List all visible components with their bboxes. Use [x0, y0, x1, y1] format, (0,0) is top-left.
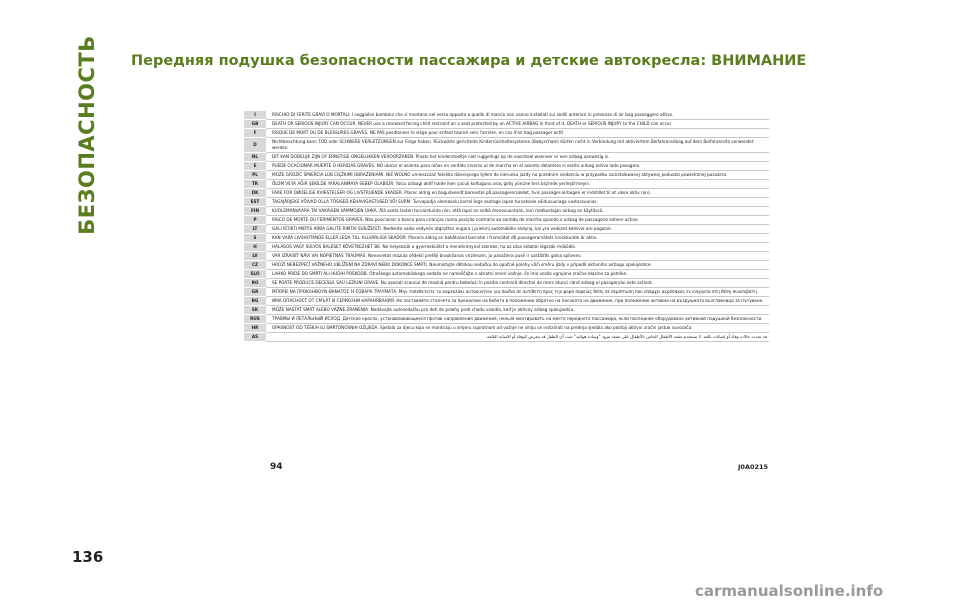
warning-text: ΜΠΟΡΕΙ ΝΑ ΠΡΟΚΛΗΘΟΥΝ ΘΑΝΑΤΟΣ Ή ΣΟΒΑΡΑ ΤΡΑΥΜΑΤΑ. Μην τοποθετείτε το καρεκλάκι αυτοκινήτου για παιδιά σε αντίθετη προς την φορά πορείας θέση σε περίπτωση που υπάρχει αερόσακος εν ενεργεία στη θέση συνεπιβάτη. [266, 288, 769, 297]
warning-row [244, 234, 769, 243]
warning-text: KAN VARA LIVSHOTANDE ELLER LEDA TILL ALLVARLIGA SKADOR. Placera aldrig en bakåtvänd barnstol i framsätet då passagerarsätets krockkudde är aktiv. [266, 234, 769, 243]
warning-row [244, 279, 769, 288]
warning-row [244, 315, 769, 324]
warning-row [244, 324, 769, 333]
warning-text: OPASNOST OD TEŠKIH ILI SMRTONOSNIH OZLJEDA. Sjedala za djecu koja se montiraju u smjeru suprotnom od vožnje ne smiju se instalirati na prednja sjedala ako postoji aktivni zračni jastuk suvozača. [266, 324, 769, 333]
language-code: RUS [244, 315, 266, 324]
figure-code: J0A0215 [738, 463, 769, 471]
language-code: SK [244, 306, 266, 315]
section-title-vertical [72, 35, 102, 235]
language-code: LV [244, 252, 266, 261]
warning-text: VAR IZRAISĪT NĀVI VAI NOPIETNAS TRAUMAS. Nenovietot mazuļa sēdekli pretēji braukšanas virzienam, ja pasažiera pusē ir uzstādīts gaisa spilvens. [266, 252, 769, 261]
warning-text: KUOLEMANVAARA TAI VAKAVIEN VAMMOJEN UHKA. Älä aseta lasten turvaistuinta niin, että lapsi on selkä menosuuntaan, kun matkustajan airbag on käytössä. [266, 207, 769, 216]
warning-row [244, 306, 769, 315]
language-code: HR [244, 324, 266, 333]
language-code: CZ [244, 261, 266, 270]
warning-row [244, 189, 769, 198]
language-code: PL [244, 171, 266, 180]
language-code: GR [244, 288, 266, 297]
language-code: D [244, 138, 266, 153]
warning-row [244, 111, 769, 120]
warning-text: Nichtbeachtung kann TOD oder SCHWERE VERLETZUNGEN zur Folge haben. Rückwärts gerichtete Kinderrückhaltesysteme (Babyschale) dürfen nicht in Verbindung mit aktiviertem Beifahrerairbag auf dem Beifahrersitz verwendet werden [266, 138, 769, 153]
language-code: TR [244, 180, 266, 189]
language-code: BG [244, 297, 266, 306]
warning-row [244, 270, 769, 279]
warning-row [244, 153, 769, 162]
warning-text: RISCO DE MORTE OU FERIMENTOS GRAVES. Não posicionar o banco para crianças numa posição contrária ao sentido de marcha quando o airbag de passageiro estiver activo. [266, 216, 769, 225]
warning-row [244, 180, 769, 189]
language-code: F [244, 129, 266, 138]
warning-row [244, 288, 769, 297]
warning-text: MOŻE GROZIĆ ŚMIERCIA LUB CIĘŻKIMI OBRAŻENIAMI. NIE WOLNO umieszczać fotelika dziecięcego tyłem do kierunku jazdy na przednim siedzeniu w przypadku zainstalowanej aktywnej poduszki powietrznej pasażera. [266, 171, 769, 180]
warning-row [244, 216, 769, 225]
warning-row [244, 243, 769, 252]
warning-row [244, 171, 769, 180]
figure-number: 94 [270, 462, 283, 472]
warning-text: ИМА ОПАСНОСТ ОТ СМЪРТ И СЕРИОЗНИ НАРАНЯВАНИЯ. Не поставяйте столчето за пренасяне на бебета в положение обратно на посоката на движение, при положение активно на въздушната възглавница за пътуване. [266, 297, 769, 306]
warning-row [244, 297, 769, 306]
warning-text: ТРАВМЫ И ЛЕТАЛЬНЫЙ ИСХОД. Детское кресло, устанавливающееся против направления движения, нельзя монтировать на месте переднего пассажира, если последнее оборудовано активной подушкой безопасности. [266, 315, 769, 324]
warning-text: PUEDE OCACIONAR MUERTE O HERIDAS GRAVES. NO ubicar el asiento para niños en sentido inverso al de marcha en el asiento delantero si existe airbag activo lado pasagero. [266, 162, 769, 171]
warning-row [244, 162, 769, 171]
language-code: EST [244, 198, 266, 207]
language-code: DK [244, 189, 266, 198]
warning-text: ÖLÜM VEYA AĞIR ŞEKİLDE YARALANMAYA SEBEP OLABİLİR. Yolcu airbagi aktif halde iken çocuk koltuğunu araç gidiş yönüne ters biçimde yerleştirmeyin. [266, 180, 769, 189]
warning-row [244, 207, 769, 216]
warning-row [244, 129, 769, 138]
section-title-text: БЕЗОПАСНОСТЬ [75, 35, 99, 235]
language-code: GB [244, 120, 266, 129]
warning-row [244, 261, 769, 270]
warning-row [244, 225, 769, 234]
warning-row [244, 333, 769, 342]
language-code: NL [244, 153, 266, 162]
language-code: RO [244, 279, 266, 288]
warning-text: HALÁSOS VAGY SÚLYOS BALESET KÖVETKEZHET BE. Ne helyezzük a gyermekülést a menetiránynal szembe, ha az utas oldalán légzsák működik. [266, 243, 769, 252]
warning-text: DIT KAN DODELIJK ZIJN OF ERNSTIGE ONGELUKKEN VEROORZAKEN. Plaats het kinderstoeltje niet ruggelings op de voorstoel wanneer er een airbag aanwezig is. [266, 153, 769, 162]
language-code: P [244, 216, 266, 225]
language-code: H [244, 243, 266, 252]
language-code: FIN [244, 207, 266, 216]
warning-text: HROZÍ NEBEZPEČÍ VÁŽNÉHO UBLÍŽENÍ NA ZDRAVÍ NEBO DOKONCE SMRTI. Neumisťujte dětskou sedačku do opačné polohy vůči směru jízdy v případě aktivního airbagu spolujezdce. [266, 261, 769, 270]
language-code: S [244, 234, 266, 243]
page-number: 136 [72, 548, 104, 566]
page-heading: Передняя подушка безопасности пассажира и детские автокресла: ВНИМАНИЕ [131, 53, 807, 69]
warning-row [244, 138, 769, 153]
language-code: I [244, 111, 266, 120]
language-code: LT [244, 225, 266, 234]
airbag-warning-table [244, 111, 769, 342]
watermark: carmanualsonline.info [695, 582, 884, 600]
warning-text: LAHKO PRIDE DO SMRTI ALI HUDIH POŠKODB. Otroškega avtomobilskega sedeža ne nameščajte v obratni smeri vožnje, če ima vozilo vgrajene zračne blazine za potnike. [266, 270, 769, 279]
warning-text: TAGAJÄRJEKS VÕIVAD OLLA TÕSISED KEHAVIGASTUSED VÕI SURM. Turvapadja olemasolu korral ärge asetage lapse turvatoole sõidusuunaga vastassuunas. [266, 198, 769, 207]
warning-text: قد تحدث حالات وفاة أو إصابات بالغة. لا تستخدم مقعد الأطفال الخاص بالأطفال على مقعد مزود "وسادة هوائية" حيث أن الطفل قد يتعرض للوفاة أو الإصابة البالغة. [266, 333, 769, 342]
warning-text: MÔŽE NASTAŤ SMRŤ ALEBO VÁŽNE ZRANENIA. Nedávajte autosedačku pre deti do polohy proti chodu vozidla, keď je aktívny airbag spolujazdca. [266, 306, 769, 315]
language-code: SLO [244, 270, 266, 279]
warning-text: FARE FOR DØDELIGE KVÆSTELSER OG LIVSTRUENDE SKADER. Placer aldrig en bagudvendt barnestol på passagerersædet, hvis passager-airbagen er indstillet til at være aktiv (on). [266, 189, 769, 198]
language-code: AS [244, 333, 266, 342]
warning-text: RISCHIO DI FERITE GRAVI O MORTALI: I seggiolini bambino che si montano nel verso opposto a quello di marcia non vanno installati sui sedili anteriori in presenza di air bag passeggero attivo. [266, 111, 769, 120]
warning-text: GALI IŠTIKTI MIRTIS ARBA GALITE RIMTAI SUSIŽEISTI. Nedėkite vaiko sėdynės atgręžtos nugara į priekinį automobilio sėdynę, kai yra veikiant keleivio oro pagalvė. [266, 225, 769, 234]
warning-row [244, 252, 769, 261]
warning-table-body [244, 111, 769, 342]
warning-text: SE POATE PRODUCE DECESUL SAU LEZIUNI GRAVE. Nu așezați scaunul de mașină pentru bebeluși în poziție contrară direcției de mers atunci când airbag-ul pasagerului este activat. [266, 279, 769, 288]
warning-text: RISQUE DE MORT OU DE BLESSURES GRAVES. NE PAS positionner le siège pour enfant tourné vers l'arrière, en cas d'air bag passager actif. [266, 129, 769, 138]
warning-row [244, 120, 769, 129]
language-code: E [244, 162, 266, 171]
warning-row [244, 198, 769, 207]
warning-text: DEATH OR SERIOUS INJURY CAN OCCUR. NEVER use a rearward facing child restraint on a seat protected by an ACTIVE AIRBAG in front of it, DEATH or SERIOUS INJURY to the CHILD can occur [266, 120, 769, 129]
